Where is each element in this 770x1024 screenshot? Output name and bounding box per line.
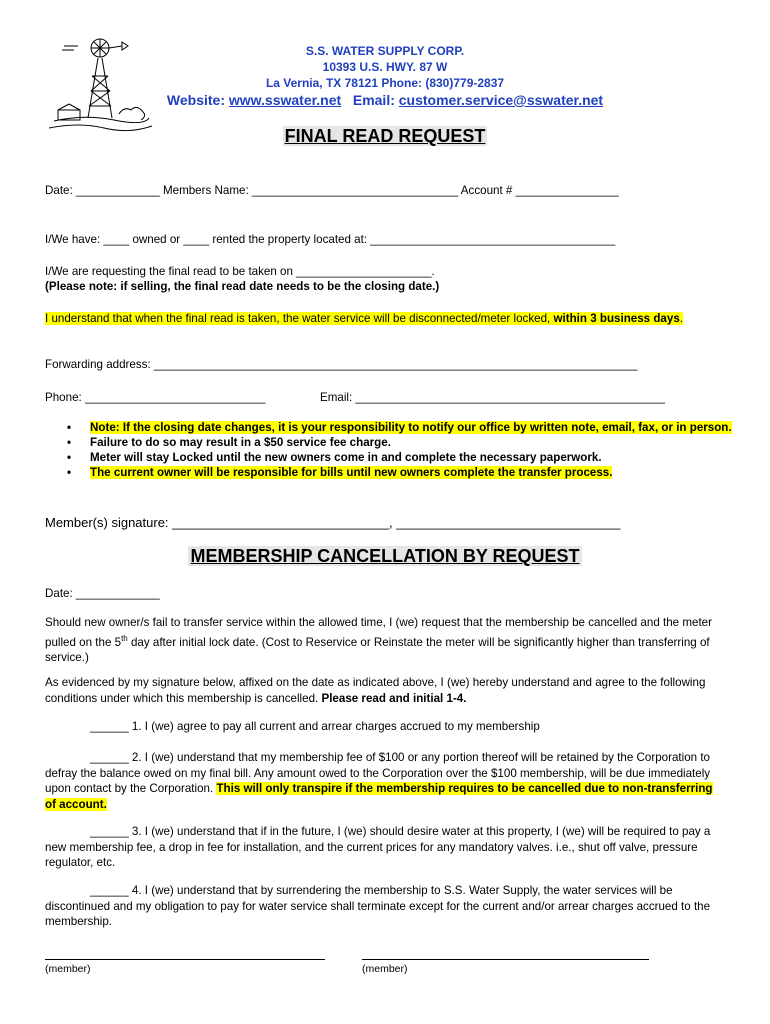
condition-item-2: ______ 2. I (we) understand that my membership fee of $100 or any portion thereof will be retained by the Corporation to defray the balance owed on my final bill. Any amount owed to the Corporation over the $100 membership, will be due immediately upon contact by the Corporation. This will only transpire if the membership requires to be cancelled due to non-transferring of account. — [45, 751, 713, 811]
disconnect-notice: I understand that when the final read is taken, the water service will be disconnected/meter locked, within 3 business days. — [45, 312, 683, 325]
member-label-1: (member) — [45, 963, 91, 975]
list-item: • The current owner will be responsible for bills until new owners complete the transfer process. — [67, 466, 613, 479]
company-city-phone: La Vernia, TX 78121 Phone: (830)779-2837 — [265, 76, 505, 90]
cancellation-date-line: Date: _____________ — [45, 587, 160, 600]
conditions-paragraph: As evidenced by my signature below, affixed on the date as indicated above, I (we) hereby understand and agree to the following conditions under which this membership is cancelled. Please read and initial 1-4. — [45, 676, 706, 705]
selling-note: (Please note: if selling, the final read date needs to be the closing date.) — [45, 280, 440, 293]
cancellation-title: MEMBERSHIP CANCELLATION BY REQUEST — [190, 546, 580, 566]
member-signature-line-1 — [45, 959, 325, 960]
list-item: • Note: If the closing date changes, it is your responsibility to notify our office by written note, email, fax, or in person. — [67, 421, 732, 434]
website-link[interactable]: www.sswater.net — [228, 92, 342, 108]
website-label: Website: — [166, 92, 229, 108]
condition-item-4: ______ 4. I (we) understand that by surrendering the membership to S.S. Water Supply, the water services will be discontinued and my obligation to pay for water service shall terminate except for the current and/or arrear charges accrued to the membership. — [45, 884, 711, 928]
member-label-2: (member) — [362, 963, 408, 975]
windmill-logo — [44, 36, 154, 136]
email-link[interactable]: customer.service@sswater.net — [398, 92, 604, 108]
phone-line: Phone: ____________________________ — [45, 391, 266, 404]
forwarding-address-line: Forwarding address: ___________________________________________________________________________ — [45, 358, 638, 371]
final-read-title: FINAL READ REQUEST — [284, 126, 486, 146]
transfer-paragraph: Should new owner/s fail to transfer service within the allowed time, I (we) request that the membership be cancelled and the meter pulled on the 5th day after initial lock date. (Cost to Reservice or Reinstate the meter will be significantly higher than transferring of service.) — [45, 616, 712, 664]
list-item: • Failure to do so may result in a $50 service fee charge. — [67, 436, 391, 449]
member-signature-line: Member(s) signature: ______________________________, _______________________________ — [45, 515, 621, 530]
list-item: • Meter will stay Locked until the new owners come in and complete the necessary paperwork. — [67, 451, 602, 464]
condition-item-1: ______ 1. I (we) agree to pay all current and arrear charges accrued to my membership — [90, 720, 540, 733]
company-address: 10393 U.S. HWY. 87 W — [322, 60, 448, 74]
company-contact-line — [160, 92, 610, 108]
requesting-line: I/We are requesting the final read to be taken on _____________________. — [45, 265, 435, 278]
property-line: I/We have: ____ owned or ____ rented the property located at: ______________________________________ — [45, 233, 616, 246]
email-label: Email: — [352, 92, 399, 108]
condition-item-3: ______ 3. I (we) understand that if in the future, I (we) should desire water at this property, I (we) will be required to pay a new membership fee, a drop in fee for installation, and the current prices for any mandatory valves. i.e., shut off valve, pressure regulator, etc. — [45, 825, 711, 869]
member-signature-line-2 — [362, 959, 649, 960]
notice-bullets — [45, 420, 735, 480]
date-name-account-line: Date: _____________ Members Name: ________________________________ Account # ________________ — [45, 184, 619, 197]
email-line: Email: ________________________________________________ — [320, 391, 665, 404]
company-name: S.S. WATER SUPPLY CORP. — [305, 44, 465, 58]
